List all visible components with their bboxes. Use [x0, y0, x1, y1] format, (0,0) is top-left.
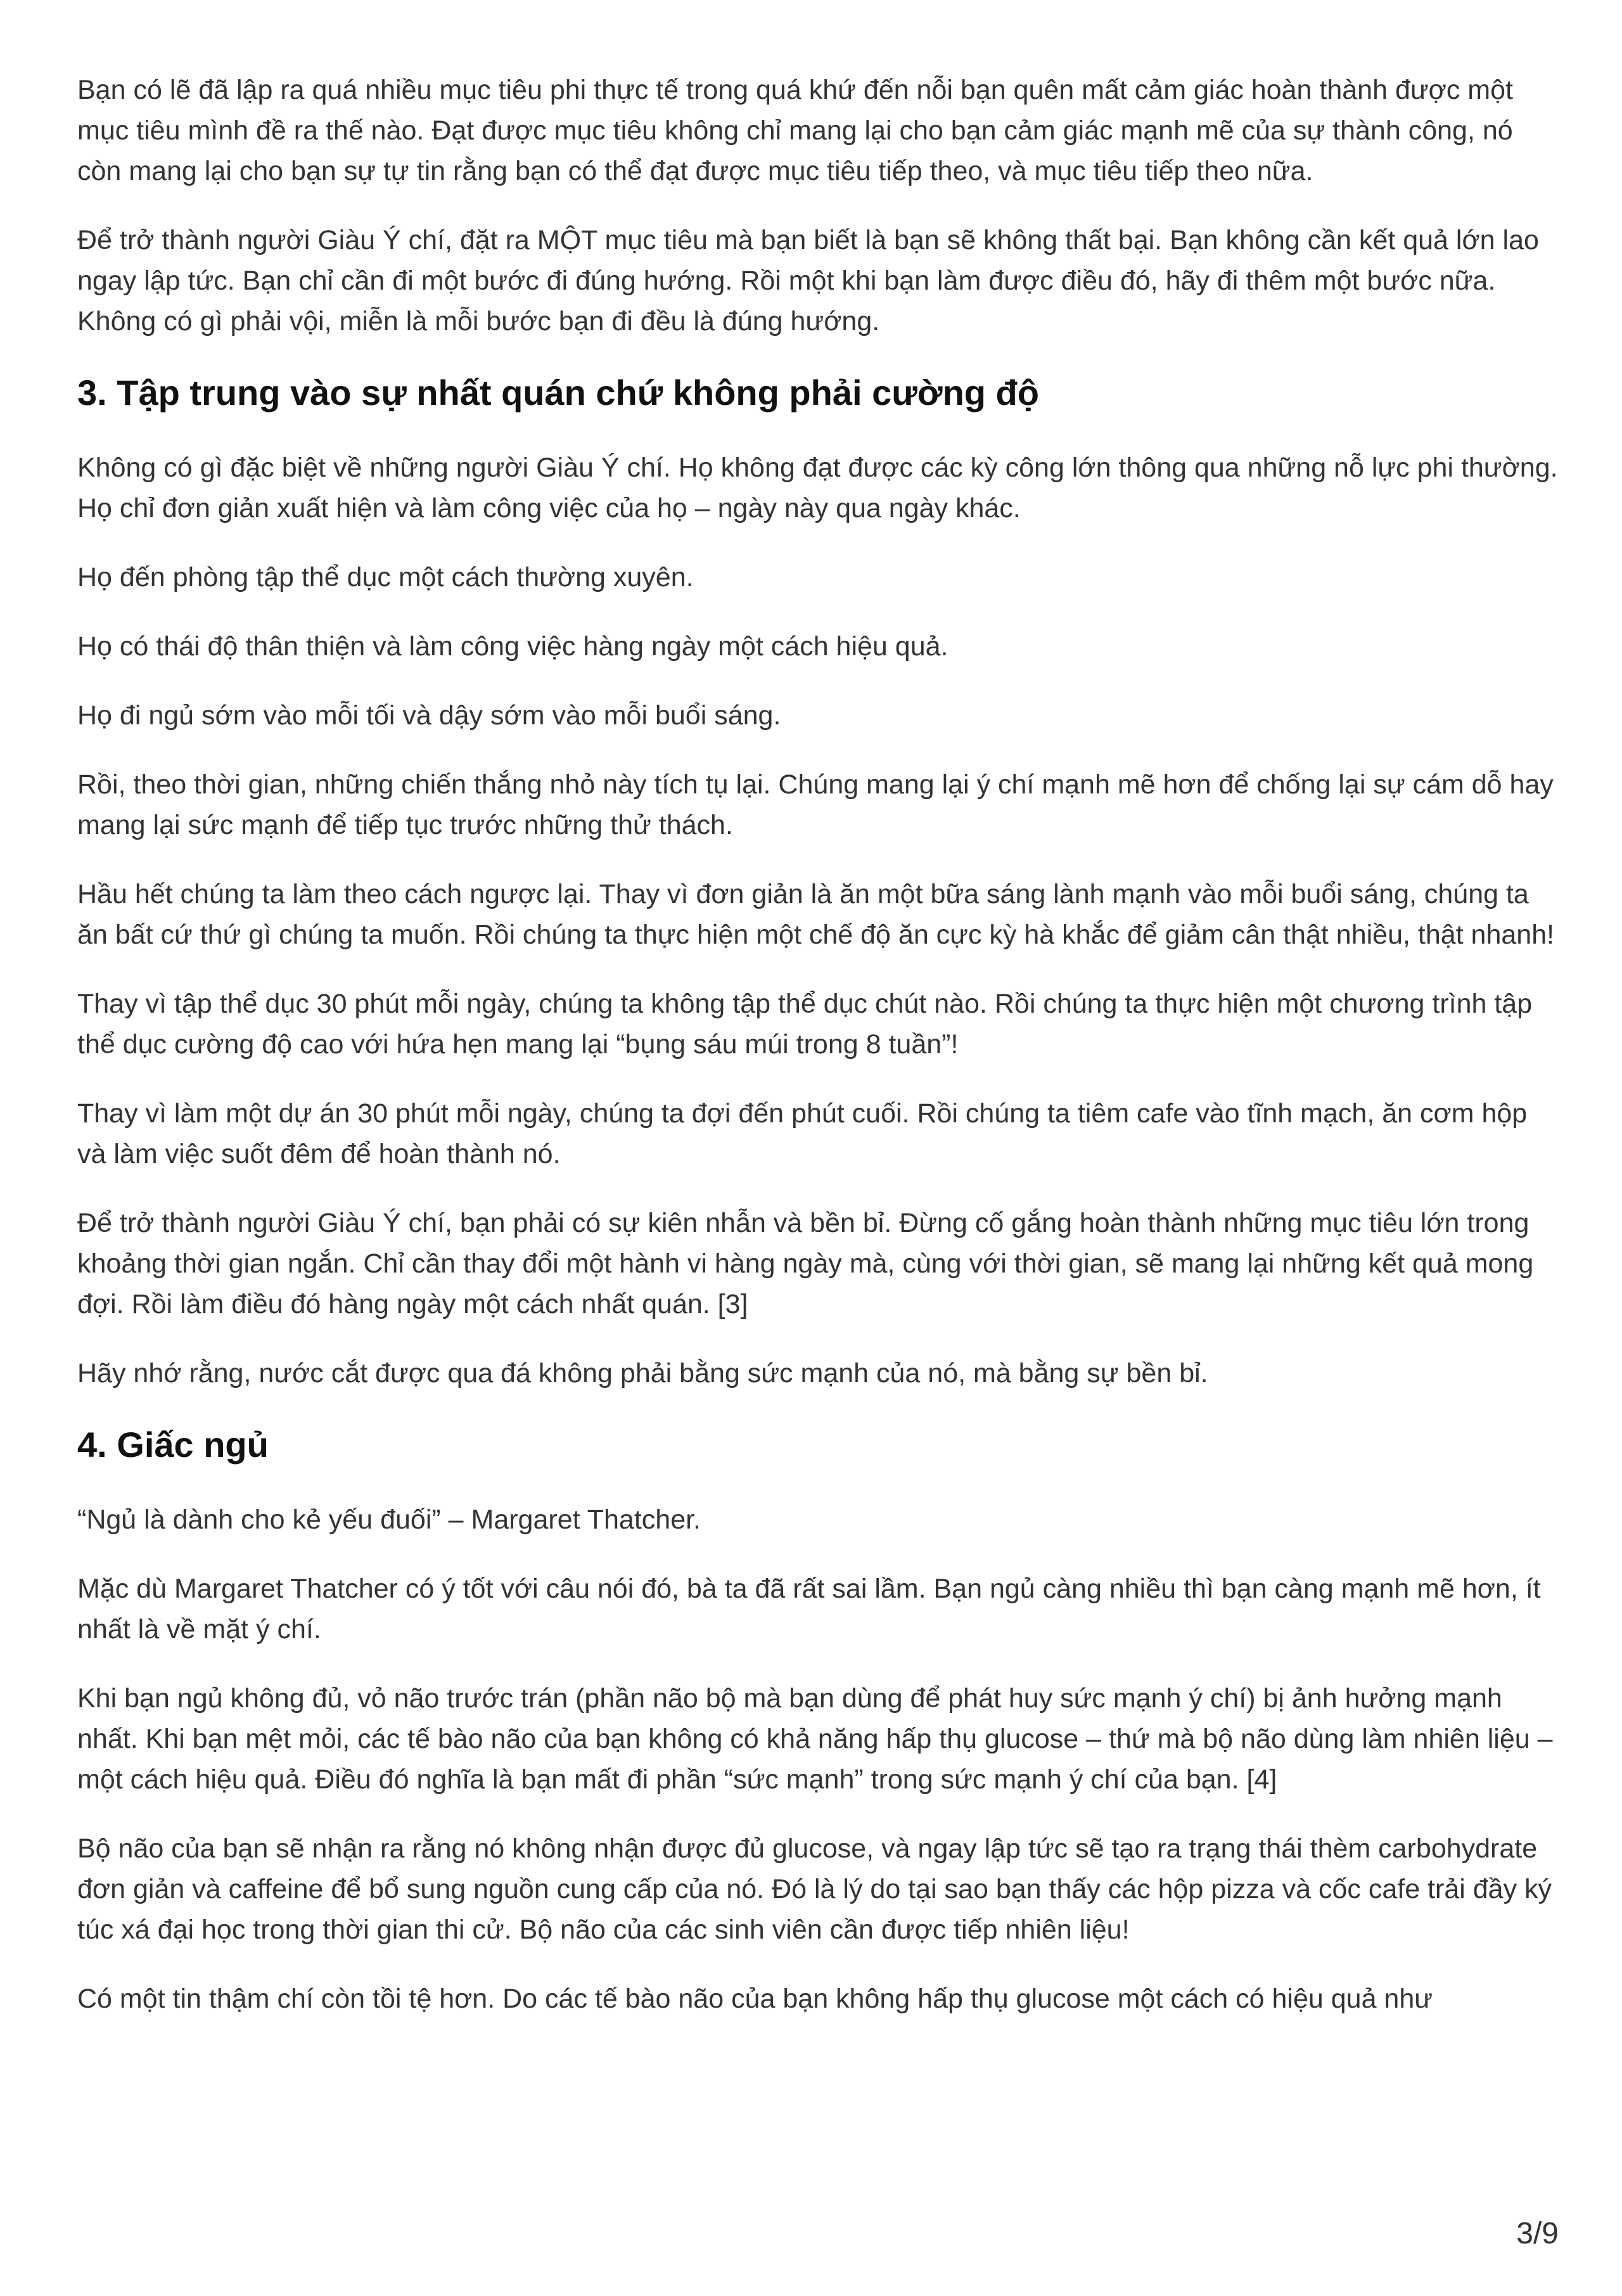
document-page	[77, 70, 1559, 2048]
paragraph: Họ có thái độ thân thiện và làm công việc hàng ngày một cách hiệu quả.	[77, 631, 948, 662]
quote-paragraph: “Ngủ là dành cho kẻ yếu đuối” – Margaret Thatcher.	[77, 1504, 701, 1535]
paragraph: Bộ não của bạn sẽ nhận ra rằng nó không nhận được đủ glucose, và ngay lập tức sẽ tạo ra trạng thái thèm carbohydrate đơn giản và caffeine để bổ sung nguồn cung cấp của nó. Đó là lý do tại sao bạn thấy các hộp pizza và cốc cafe trải đầy ký túc xá đại học trong thời gian thi cử. Bộ não của các sinh viên cần được tiếp nhiên liệu!	[77, 1833, 1552, 1945]
paragraph: Có một tin thậm chí còn tồi tệ hơn. Do các tế bào não của bạn không hấp thụ glucose một cách có hiệu quả như	[77, 1984, 1433, 2014]
paragraph: Để trở thành người Giàu Ý chí, bạn phải có sự kiên nhẫn và bền bỉ. Đừng cố gắng hoàn thành những mục tiêu lớn trong khoảng thời gian ngắn. Chỉ cần thay đổi một hành vi hàng ngày mà, cùng với thời gian, sẽ mang lại những kết quả mong đợi. Rồi làm điều đó hàng ngày một cách nhất quán. [3]	[77, 1208, 1534, 1319]
paragraph: Họ đi ngủ sớm vào mỗi tối và dậy sớm vào mỗi buổi sáng.	[77, 700, 781, 731]
paragraph: Thay vì làm một dự án 30 phút mỗi ngày, chúng ta đợi đến phút cuối. Rồi chúng ta tiêm cafe vào tĩnh mạch, ăn cơm hộp và làm việc suốt đêm để hoàn thành nó.	[77, 1098, 1528, 1169]
section-heading: 4. Giấc ngủ	[77, 1425, 269, 1465]
paragraph: Thay vì tập thể dục 30 phút mỗi ngày, chúng ta không tập thể dục chút nào. Rồi chúng ta thực hiện một chương trình tập thể dục cường độ cao với hứa hẹn mang lại “bụng sáu múi trong 8 tuần”!	[77, 989, 1533, 1060]
paragraph: Hãy nhớ rằng, nước cắt được qua đá không phải bằng sức mạnh của nó, mà bằng sự bền bỉ.	[77, 1358, 1208, 1389]
page-number: 3/9	[1516, 2217, 1559, 2250]
section-heading: 3. Tập trung vào sự nhất quán chứ không phải cường độ	[77, 373, 1039, 413]
paragraph: Họ đến phòng tập thể dục một cách thường xuyên.	[77, 562, 694, 593]
paragraph: Mặc dù Margaret Thatcher có ý tốt với câu nói đó, bà ta đã rất sai lầm. Bạn ngủ càng nhiều thì bạn càng mạnh mẽ hơn, ít nhất là về mặt ý chí.	[77, 1574, 1541, 1645]
paragraph: Để trở thành người Giàu Ý chí, đặt ra MỘT mục tiêu mà bạn biết là bạn sẽ không thất bại. Bạn không cần kết quả lớn lao ngay lập tức. Bạn chỉ cần đi một bước đi đúng hướng. Rồi một khi bạn làm được điều đó, hãy đi thêm một bước nữa. Không có gì phải vội, miễn là mỗi bước bạn đi đều là đúng hướng.	[77, 225, 1539, 337]
paragraph: Hầu hết chúng ta làm theo cách ngược lại. Thay vì đơn giản là ăn một bữa sáng lành mạnh vào mỗi buổi sáng, chúng ta ăn bất cứ thứ gì chúng ta muốn. Rồi chúng ta thực hiện một chế độ ăn cực kỳ hà khắc để giảm cân thật nhiều, thật nhanh!	[77, 879, 1555, 950]
paragraph: Khi bạn ngủ không đủ, vỏ não trước trán (phần não bộ mà bạn dùng để phát huy sức mạnh ý chí) bị ảnh hưởng mạnh nhất. Khi bạn mệt mỏi, các tế bào não của bạn không có khả năng hấp thụ glucose – thứ mà bộ não dùng làm nhiên liệu – một cách hiệu quả. Điều đó nghĩa là bạn mất đi phần “sức mạnh” trong sức mạnh ý chí của bạn. [4]	[77, 1683, 1553, 1795]
paragraph: Bạn có lẽ đã lập ra quá nhiều mục tiêu phi thực tế trong quá khứ đến nỗi bạn quên mất cảm giác hoàn thành được một mục tiêu mình đề ra thế nào. Đạt được mục tiêu không chỉ mang lại cho bạn cảm giác mạnh mẽ của sự thành công, nó còn mang lại cho bạn sự tự tin rằng bạn có thể đạt được mục tiêu tiếp theo, và mục tiêu tiếp theo nữa.	[77, 75, 1513, 186]
paragraph: Rồi, theo thời gian, những chiến thắng nhỏ này tích tụ lại. Chúng mang lại ý chí mạnh mẽ hơn để chống lại sự cám dỗ hay mang lại sức mạnh để tiếp tục trước những thử thách.	[77, 769, 1554, 840]
paragraph: Không có gì đặc biệt về những người Giàu Ý chí. Họ không đạt được các kỳ công lớn thông qua những nỗ lực phi thường. Họ chỉ đơn giản xuất hiện và làm công việc của họ – ngày này qua ngày khác.	[77, 452, 1558, 523]
